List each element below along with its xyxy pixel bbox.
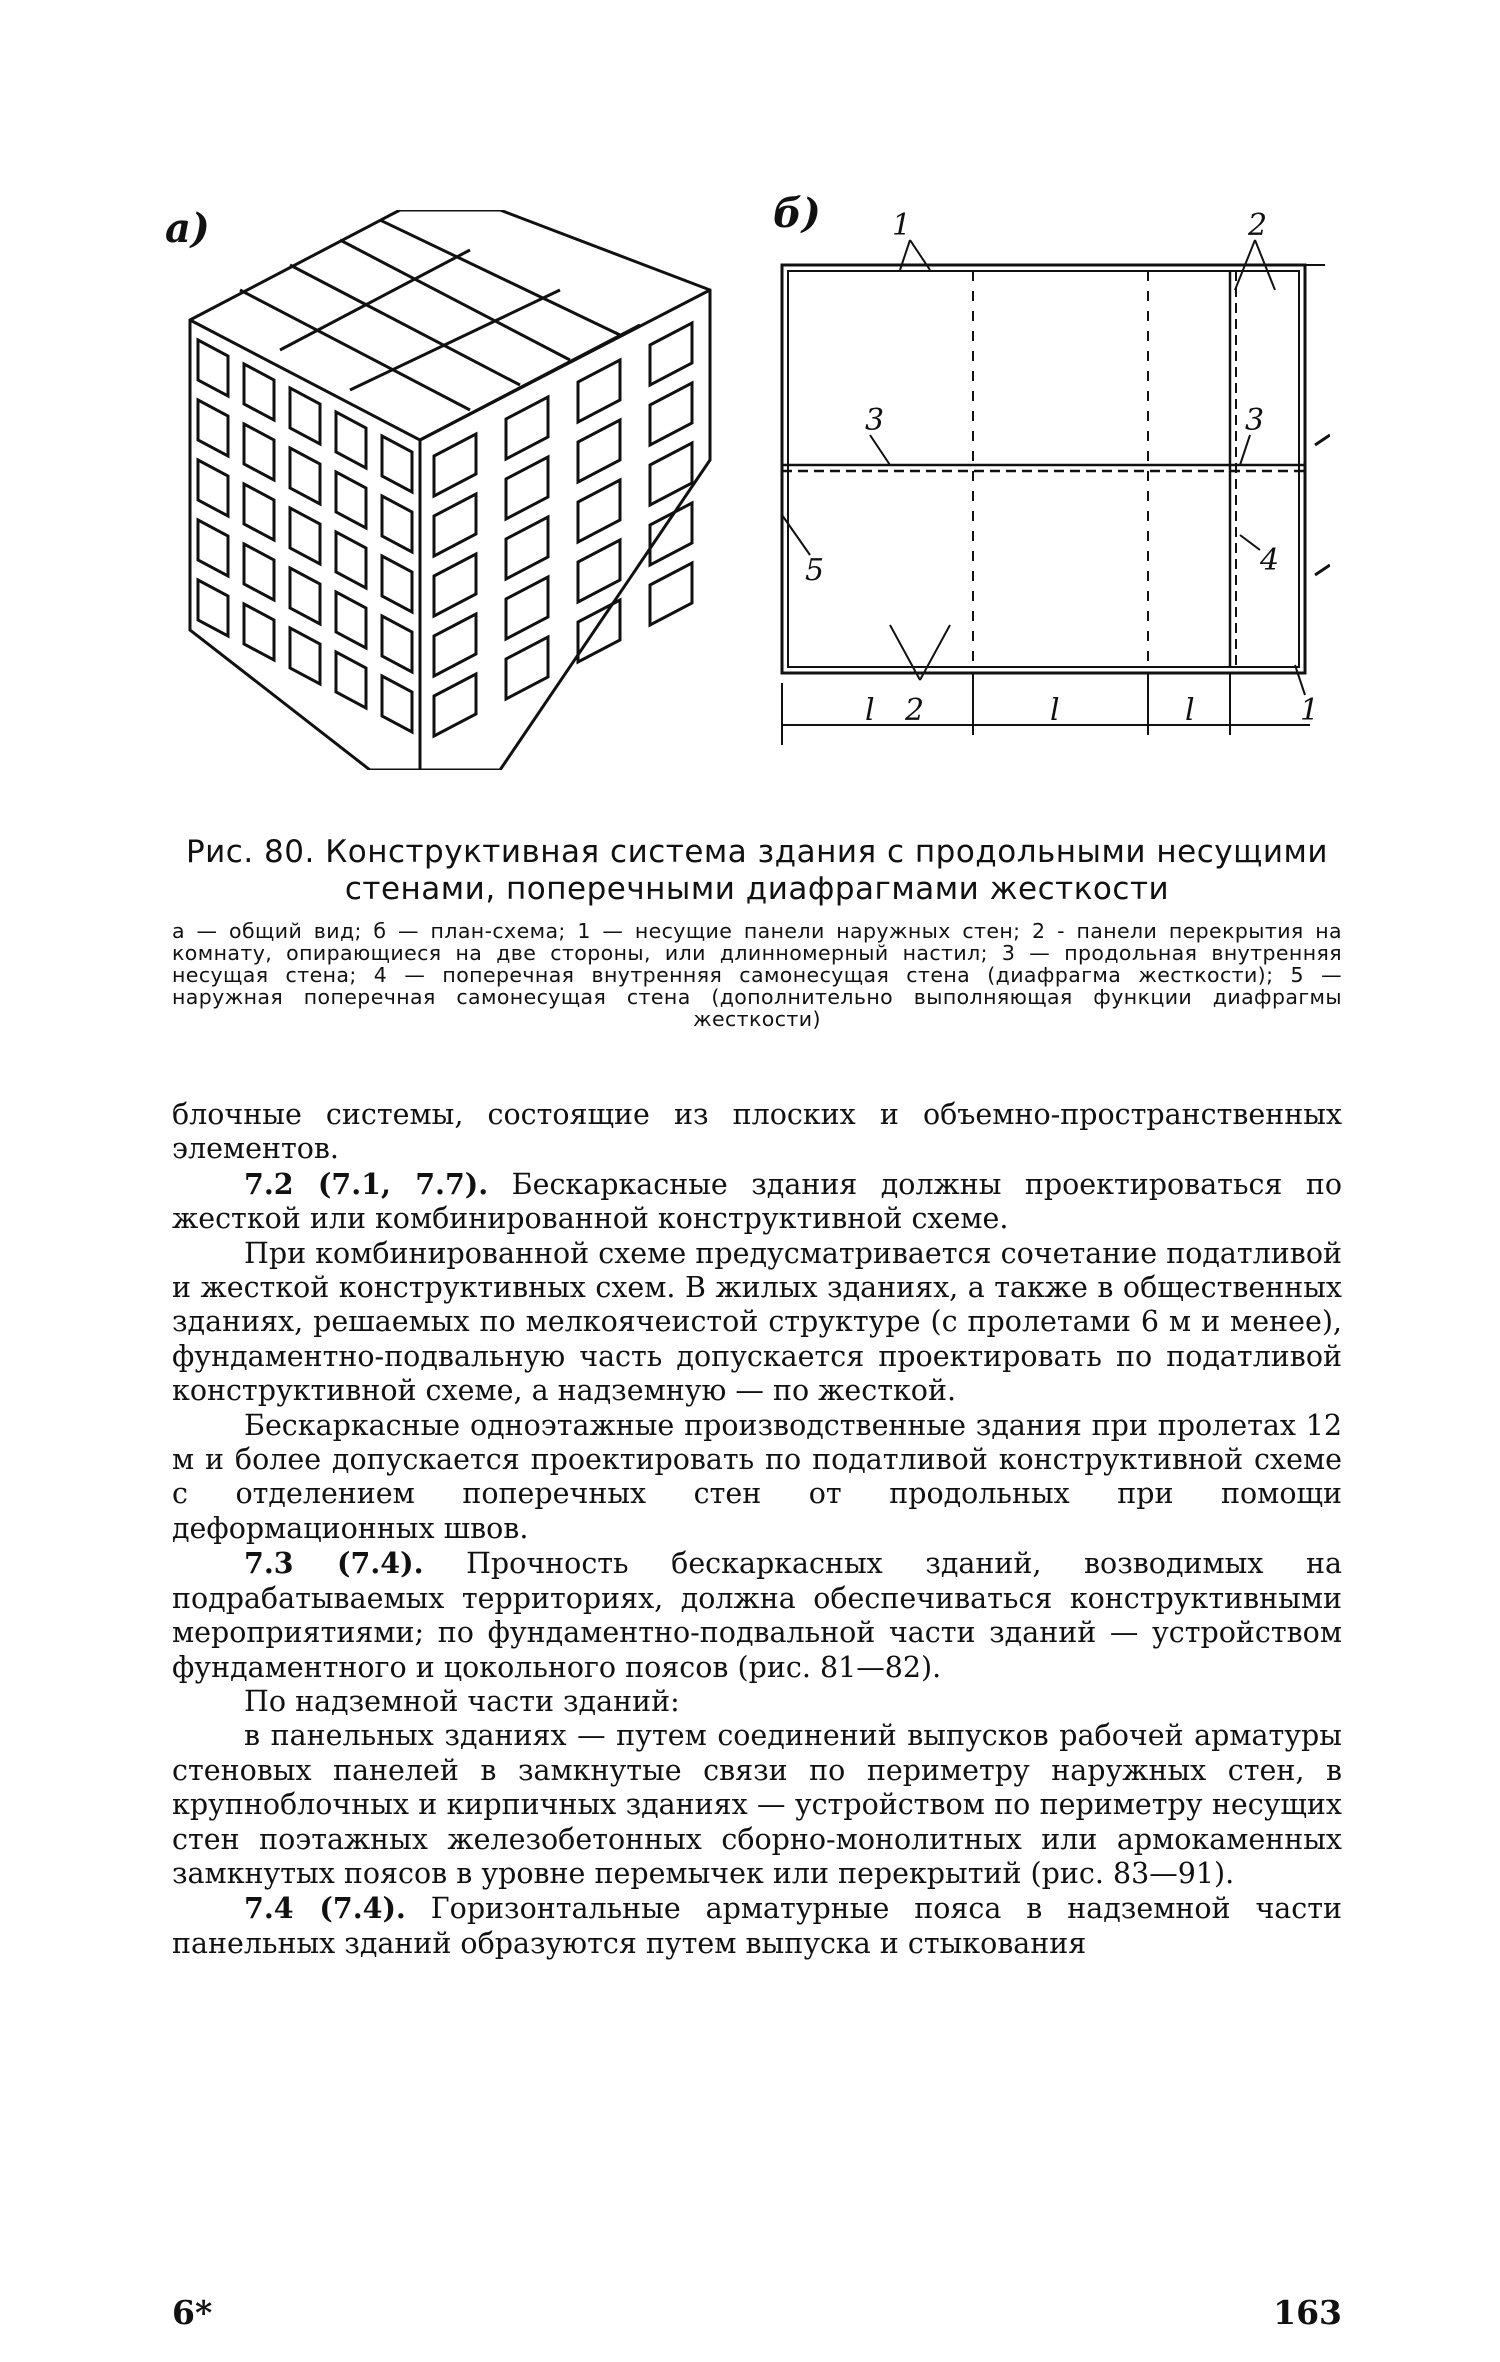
paragraph-3: При комбинированной схеме предусматривается сочетание податливой и жесткой конструктивных схем. В жилых зданиях, а также в общественных зданиях, решаемых по мелкоячеистой структуре (с пролетами 6 м и менее), фундаментно-подвальную часть допускается проектировать по податливой конструктивной схеме, а надземную — по жесткой.	[172, 1236, 1342, 1408]
plan-label-1b: 1	[1300, 693, 1320, 728]
plan-label-1: 1	[892, 208, 912, 243]
plan-scheme-drawing	[770, 195, 1330, 755]
paragraph-2	[172, 1167, 1342, 1237]
paragraph-6: По надземной части зданий:	[244, 1684, 680, 1718]
plan-label-2: 2	[1248, 208, 1268, 243]
paragraph-7: в панельных зданиях — путем соединений выпусков рабочей арматуры стеновых панелей в замкнутые связи по периметру наружных стен, в крупноблочных и кирпичных зданиях — устройством по периметру несущих стен поэтажных железобетонных сборно-монолитных или армокаменных замкнутых поясов в уровне перемычек или перекрытий (рис. 83—91).	[172, 1719, 1342, 1890]
paragraph-5	[172, 1546, 1342, 1685]
isometric-building-drawing	[170, 210, 730, 770]
caption-title-line1: Рис. 80. Конструктивная система здания с продольными несущими	[185, 834, 1329, 870]
figure-caption-title	[172, 834, 1342, 908]
plan-span-label-2: l	[1050, 693, 1060, 728]
page-number: 163	[1273, 2293, 1342, 2332]
paragraph-8-text: Горизонтальные арматурные пояса в надземной части панельных зданий образуются путем выпуска и стыкования	[172, 1892, 1342, 1960]
clause-number: 7.3 (7.4).	[244, 1546, 424, 1581]
plan-label-4: 4	[1260, 543, 1280, 578]
signature-mark: 6*	[172, 2293, 213, 2332]
paragraph-2-text: Бескаркасные здания должны проектироваться по жесткой или комбинированной конструктивной схеме.	[172, 1167, 1343, 1236]
figure-caption-legend: а — общий вид; б — план-схема; 1 — несущие панели наружных стен; 2 - панели перекрытия на комнату, опирающиеся на две стороны, или длинномерный настил; 3 — продольная внутренняя несущая стена; 4 — поперечная внутренняя самонесущая стена (диафрагма жесткости); 5 — наружная поперечная самонесущая стена (дополнительно выполняющая функции диафрагмы жесткости)	[172, 919, 1342, 1031]
plan-label-3a: 3	[865, 403, 885, 438]
caption-title-line2: стенами, поперечными диафрагмами жесткости	[344, 871, 1170, 907]
figure-panel-a-letter: а)	[165, 205, 210, 252]
plan-label-2b: 2	[905, 693, 925, 728]
paragraph-8	[172, 1891, 1342, 1961]
paragraph-4: Бескаркасные одноэтажные производственные здания при пролетах 12 м и более допускается проектировать по податливой конструктивной схеме с отделением поперечных стен от продольных при помощи деформационных швов.	[172, 1408, 1342, 1545]
clause-number: 7.4 (7.4).	[244, 1891, 406, 1926]
body-text	[172, 1098, 1342, 1961]
plan-span-label-1: l	[865, 693, 875, 728]
clause-number: 7.2 (7.1, 7.7).	[244, 1166, 489, 1201]
window-panel	[650, 563, 692, 625]
paragraph-1: блочные системы, состоящие из плоских и объемно-пространственных элементов.	[172, 1098, 1342, 1166]
plan-label-5: 5	[805, 553, 825, 588]
paragraph-5-text: Прочность бескаркасных зданий, возводимых на подрабатываемых территориях, должна обеспечиваться конструктивными мероприятиями; по фундаментно-подвальной части зданий — устройством фундаментного и цокольного поясов (рис. 81—82).	[172, 1547, 1342, 1684]
figure-panel-b-letter: б)	[773, 190, 821, 237]
plan-label-3b: 3	[1245, 403, 1265, 438]
plan-span-label-3: l	[1185, 693, 1195, 728]
